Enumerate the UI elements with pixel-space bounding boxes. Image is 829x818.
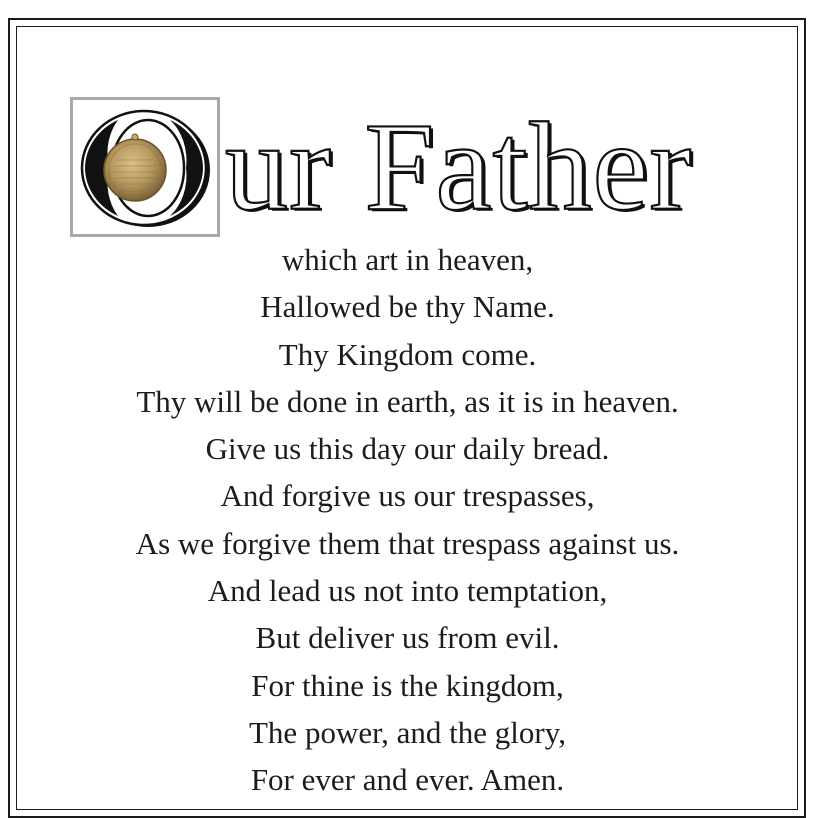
verse-line: For ever and ever. Amen. (250, 762, 565, 798)
verse-line: Give us this day our daily bread. (205, 431, 610, 467)
verse-line: For thine is the kingdom, (251, 667, 564, 703)
title-rest: ur Father (225, 98, 693, 237)
prayer-title (70, 97, 770, 239)
drop-cap-box (70, 97, 220, 237)
verse-line: The power, and the glory, (249, 714, 566, 750)
verse-line: But deliver us from evil. (255, 620, 560, 656)
verse-line: Hallowed be thy Name. (260, 289, 555, 325)
drop-cap-letter (73, 100, 217, 234)
verse-line: Thy Kingdom come. (278, 336, 537, 372)
verse-line: Thy will be done in earth, as it is in heaven. (136, 383, 679, 419)
verse-line: As we forgive them that trespass against us. (135, 525, 680, 561)
verse-line: And lead us not into temptation, (207, 573, 608, 609)
prayer-verses (20, 236, 795, 804)
verse-line: which art in heaven, (281, 242, 534, 277)
verse-line: And forgive us our trespasses, (220, 478, 595, 514)
